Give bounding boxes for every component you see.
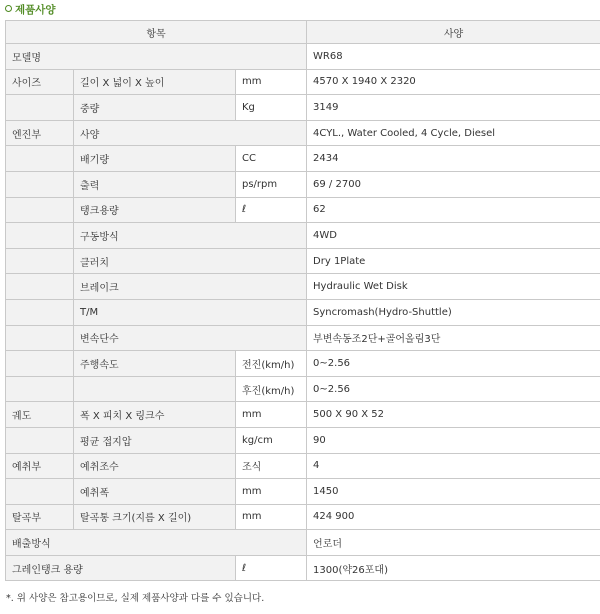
item-cell: 탱크용량 [74, 197, 236, 223]
value-cell: Dry 1Plate [307, 248, 600, 274]
header-item: 항목 [6, 21, 307, 44]
table-row [6, 325, 600, 351]
unit-cell: ℓ [236, 197, 307, 223]
table-row [6, 504, 600, 530]
value-cell: 부변속동조2단+골어올림3단 [307, 325, 600, 351]
table-row [6, 95, 600, 121]
item-cell: 주행속도 [74, 351, 236, 377]
row-label: 배출방식 [6, 530, 307, 556]
value-cell: 4CYL., Water Cooled, 4 Cycle, Diesel [307, 120, 600, 146]
section-title-text: 제품사양 [15, 4, 56, 16]
value-cell: 1450 [307, 479, 600, 505]
item-cell: 사양 [74, 120, 307, 146]
item-cell: 폭 X 피치 X 링크수 [74, 402, 236, 428]
item-cell: 클러치 [74, 248, 307, 274]
unit-cell: 조식 [236, 453, 307, 479]
table-row [6, 555, 600, 581]
category-cell: 예취부 [6, 453, 74, 479]
item-cell [74, 376, 236, 402]
item-cell: 출력 [74, 171, 236, 197]
table-row [6, 299, 600, 325]
category-cell [6, 299, 74, 325]
item-cell: 길이 X 넓이 X 높이 [74, 69, 236, 95]
row-label: 그레인탱크 용량 [6, 555, 236, 581]
item-cell: 변속단수 [74, 325, 307, 351]
table-row [6, 530, 600, 556]
unit-cell: 후진(km/h) [236, 376, 307, 402]
value-cell: Syncromash(Hydro-Shuttle) [307, 299, 600, 325]
table-row [6, 376, 600, 402]
value-cell: 3149 [307, 95, 600, 121]
category-cell: 탈곡부 [6, 504, 74, 530]
table-row [6, 351, 600, 377]
value-cell: 4WD [307, 223, 600, 249]
item-cell: 탈곡통 크기(지름 X 길이) [74, 504, 236, 530]
unit-cell: Kg [236, 95, 307, 121]
item-cell: 브레이크 [74, 274, 307, 300]
value-cell: 2434 [307, 146, 600, 172]
unit-cell: mm [236, 69, 307, 95]
table-row [6, 479, 600, 505]
category-cell [6, 274, 74, 300]
category-cell [6, 95, 74, 121]
value-cell: 424 900 [307, 504, 600, 530]
value-cell: 500 X 90 X 52 [307, 402, 600, 428]
table-header-row [6, 21, 600, 44]
category-cell [6, 197, 74, 223]
value-cell: 69 / 2700 [307, 171, 600, 197]
item-cell: 중량 [74, 95, 236, 121]
value-cell: 90 [307, 427, 600, 453]
table-row [6, 427, 600, 453]
value-cell: 4570 X 1940 X 2320 [307, 69, 600, 95]
value-cell: Hydraulic Wet Disk [307, 274, 600, 300]
category-cell [6, 325, 74, 351]
table-row [6, 171, 600, 197]
bullet-icon [5, 5, 12, 12]
category-cell [6, 427, 74, 453]
unit-cell: kg/cm [236, 427, 307, 453]
item-cell: 배기량 [74, 146, 236, 172]
row-value: WR68 [307, 44, 600, 70]
category-cell: 궤도 [6, 402, 74, 428]
header-spec: 사양 [307, 21, 600, 44]
value-cell: 4 [307, 453, 600, 479]
value-cell: 1300(약26포대) [307, 555, 600, 581]
table-row [6, 402, 600, 428]
category-cell [6, 351, 74, 377]
unit-cell: 전진(km/h) [236, 351, 307, 377]
table-row [6, 146, 600, 172]
item-cell: 구동방식 [74, 223, 307, 249]
value-cell: 0~2.56 [307, 376, 600, 402]
value-cell: 0~2.56 [307, 351, 600, 377]
category-cell [6, 479, 74, 505]
row-label: 모델명 [6, 44, 307, 70]
footnote: *. 위 사양은 참고용이므로, 실제 제품사양과 다를 수 있습니다. [6, 593, 265, 604]
table-row [6, 69, 600, 95]
item-cell: T/M [74, 299, 307, 325]
category-cell [6, 171, 74, 197]
item-cell: 예취조수 [74, 453, 236, 479]
table-row [6, 223, 600, 249]
category-cell [6, 146, 74, 172]
unit-cell: CC [236, 146, 307, 172]
unit-cell: ℓ [236, 555, 307, 581]
table-row [6, 248, 600, 274]
category-cell [6, 248, 74, 274]
category-cell [6, 223, 74, 249]
unit-cell: mm [236, 479, 307, 505]
value-cell: 62 [307, 197, 600, 223]
table-row [6, 44, 600, 70]
unit-cell: ps/rpm [236, 171, 307, 197]
table-row [6, 274, 600, 300]
item-cell: 평균 접지압 [74, 427, 236, 453]
spec-table [5, 20, 600, 581]
unit-cell: mm [236, 402, 307, 428]
category-cell [6, 376, 74, 402]
section-title [0, 0, 600, 20]
table-row [6, 453, 600, 479]
category-cell: 사이즈 [6, 69, 74, 95]
value-cell: 언로더 [307, 530, 600, 556]
category-cell: 엔진부 [6, 120, 74, 146]
table-row [6, 197, 600, 223]
unit-cell: mm [236, 504, 307, 530]
item-cell: 예취폭 [74, 479, 236, 505]
table-row [6, 120, 600, 146]
